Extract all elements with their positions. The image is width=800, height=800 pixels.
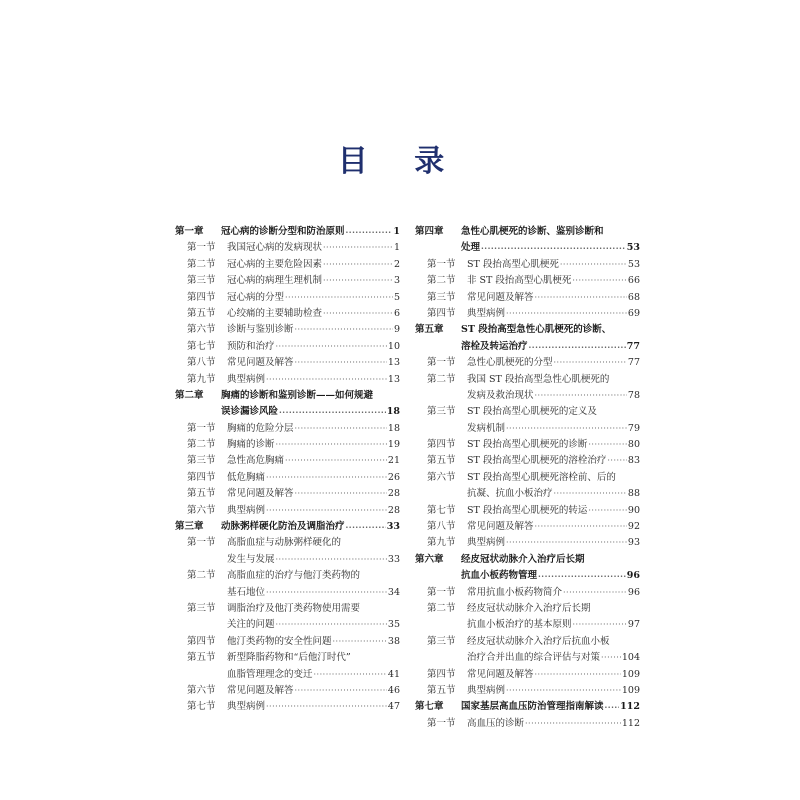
section-title: 我国冠心病的发病现状 bbox=[227, 242, 323, 254]
toc-chapter-entry bbox=[415, 322, 640, 338]
page-number: 35 bbox=[387, 619, 400, 631]
section-title: 常见问题及解答 bbox=[227, 357, 294, 369]
toc-chapter-entry bbox=[415, 568, 640, 584]
section-title: 典型病例 bbox=[227, 373, 266, 385]
section-title: 常见问题及解答 bbox=[467, 668, 534, 680]
page-number: 96 bbox=[626, 570, 640, 582]
section-title: 冠心病的分型 bbox=[227, 291, 285, 303]
leader-dots bbox=[323, 240, 393, 256]
section-title: ST 段抬高型心肌梗死 bbox=[467, 258, 559, 270]
toc-section-entry bbox=[175, 617, 400, 633]
leader-dots bbox=[588, 503, 627, 519]
section-number: 第九节 bbox=[427, 537, 456, 549]
section-title: 常见问题及解答 bbox=[227, 488, 294, 500]
page-number: 9 bbox=[393, 324, 400, 336]
toc-section-entry bbox=[415, 503, 640, 519]
toc-section-entry bbox=[175, 667, 400, 683]
chapter-title: 处理 bbox=[461, 242, 481, 254]
section-title: 诊断与鉴别诊断 bbox=[227, 324, 294, 336]
section-number: 第四节 bbox=[427, 668, 456, 680]
chapter-title: 急性心肌梗死的诊断、鉴别诊断和 bbox=[461, 226, 604, 237]
section-number: 第三节 bbox=[187, 455, 216, 467]
section-title: 高脂血症的治疗与他汀类药物的 bbox=[227, 570, 361, 582]
section-title: 基石地位 bbox=[227, 586, 266, 598]
section-number: 第一节 bbox=[427, 586, 456, 598]
page-number: 53 bbox=[626, 242, 640, 254]
chapter-title: 国家基层高血压防治管理指南解读 bbox=[461, 701, 604, 713]
page-number: 13 bbox=[387, 357, 400, 369]
toc-section-entry bbox=[415, 355, 640, 371]
leader-dots bbox=[588, 437, 627, 453]
section-title: 心绞痛的主要辅助检查 bbox=[227, 307, 323, 319]
toc-section-entry bbox=[175, 552, 400, 568]
leader-dots bbox=[276, 339, 387, 355]
section-number: 第六节 bbox=[187, 684, 216, 696]
toc-section-entry bbox=[175, 650, 400, 666]
chapter-number: 第六章 bbox=[415, 553, 444, 565]
section-title: 发病及救治现状 bbox=[467, 389, 534, 401]
toc-section-entry bbox=[175, 257, 400, 273]
section-number: 第五节 bbox=[187, 652, 216, 664]
section-number: 第一节 bbox=[187, 537, 216, 549]
leader-dots bbox=[535, 519, 627, 535]
section-number: 第七节 bbox=[427, 504, 456, 516]
page-number: 109 bbox=[621, 684, 640, 696]
toc-section-entry bbox=[175, 339, 400, 355]
section-title: 治疗合并出血的综合评估与对策 bbox=[467, 652, 601, 664]
toc-section-entry bbox=[175, 372, 400, 388]
page-number: 112 bbox=[620, 701, 640, 713]
chapter-title: 抗血小板药物管理 bbox=[461, 570, 538, 582]
leader-dots bbox=[295, 421, 387, 437]
section-number: 第六节 bbox=[187, 504, 216, 516]
section-number: 第三节 bbox=[427, 406, 456, 418]
page-number: 34 bbox=[387, 586, 400, 598]
page-number: 18 bbox=[387, 422, 400, 434]
section-title: ST 段抬高型心肌梗死的诊断 bbox=[467, 439, 588, 451]
section-title: 经皮冠状动脉介入治疗后抗血小板 bbox=[467, 635, 610, 647]
section-number: 第二节 bbox=[187, 570, 216, 582]
section-title: 血脂管理理念的变迁 bbox=[227, 668, 313, 680]
leader-dots bbox=[525, 716, 621, 732]
leader-dots bbox=[607, 453, 627, 469]
page-number: 41 bbox=[387, 668, 400, 680]
page-number: 77 bbox=[626, 340, 640, 352]
section-number: 第八节 bbox=[187, 357, 216, 369]
page-number: 10 bbox=[387, 340, 400, 352]
leader-dots bbox=[333, 634, 387, 650]
toc-right-column bbox=[415, 224, 640, 732]
toc-section-entry bbox=[175, 322, 400, 338]
chapter-number: 第一章 bbox=[175, 226, 204, 237]
section-title: 常见问题及解答 bbox=[227, 684, 294, 696]
toc-section-entry bbox=[175, 585, 400, 601]
toc-section-entry bbox=[415, 453, 640, 469]
toc-section-entry bbox=[415, 601, 640, 617]
section-title: 经皮冠状动脉介入治疗后长期 bbox=[467, 602, 591, 614]
section-title: 高血压的诊断 bbox=[467, 717, 525, 729]
toc-chapter-entry bbox=[415, 240, 640, 256]
chapter-title: 胸痛的诊断和鉴别诊断——如何规避 bbox=[221, 389, 374, 401]
section-title: ST 段抬高型心肌梗死的定义及 bbox=[467, 406, 597, 418]
section-number: 第二节 bbox=[427, 602, 456, 614]
page-number: 69 bbox=[627, 307, 640, 319]
page-number: 46 bbox=[387, 684, 400, 696]
section-number: 第五节 bbox=[187, 488, 216, 500]
section-title: ST 段抬高型心肌梗死的转运 bbox=[467, 504, 588, 516]
section-number: 第三节 bbox=[187, 602, 216, 614]
page-number: 33 bbox=[387, 553, 400, 565]
leader-dots bbox=[538, 568, 626, 584]
chapter-number: 第四章 bbox=[415, 226, 444, 237]
leader-dots bbox=[266, 699, 387, 715]
toc-section-entry bbox=[175, 568, 400, 584]
toc-chapter-entry bbox=[175, 404, 400, 420]
toc-left-column bbox=[175, 224, 400, 716]
leader-dots bbox=[279, 404, 386, 420]
section-number: 第三节 bbox=[427, 291, 456, 303]
page-number: 2 bbox=[393, 258, 400, 270]
toc-section-entry bbox=[175, 535, 400, 551]
leader-dots bbox=[346, 519, 386, 535]
leader-dots bbox=[554, 486, 627, 502]
section-number: 第六节 bbox=[187, 324, 216, 336]
page-number: 77 bbox=[627, 357, 640, 369]
section-number: 第四节 bbox=[187, 291, 216, 303]
section-title: 高脂血症与动脉粥样硬化的 bbox=[227, 537, 342, 549]
leader-dots bbox=[535, 667, 621, 683]
page-title: 目 录 bbox=[337, 144, 463, 179]
leader-dots bbox=[295, 355, 387, 371]
section-title: 典型病例 bbox=[467, 537, 506, 549]
leader-dots bbox=[573, 617, 627, 633]
page-number: 96 bbox=[627, 586, 640, 598]
section-title: 新型降脂药物和“后他汀时代” bbox=[227, 652, 351, 664]
toc-section-entry bbox=[415, 388, 640, 404]
toc-section-entry bbox=[415, 716, 640, 732]
leader-dots bbox=[529, 339, 626, 355]
section-title: 发生与发展 bbox=[227, 553, 275, 565]
toc-section-entry bbox=[415, 667, 640, 683]
leader-dots bbox=[266, 470, 387, 486]
toc-section-entry bbox=[175, 306, 400, 322]
chapter-title: 经皮冠状动脉介入治疗后长期 bbox=[461, 553, 585, 565]
section-number: 第七节 bbox=[187, 340, 216, 352]
section-number: 第八节 bbox=[427, 521, 456, 533]
section-title: 常见问题及解答 bbox=[467, 521, 534, 533]
toc-section-entry bbox=[415, 257, 640, 273]
section-number: 第七节 bbox=[187, 701, 216, 713]
chapter-number: 第三章 bbox=[175, 521, 204, 533]
toc-section-entry bbox=[415, 617, 640, 633]
section-title: 急性心肌梗死的分型 bbox=[467, 357, 553, 369]
page-number: 112 bbox=[621, 717, 640, 729]
section-title: 急性高危胸痛 bbox=[227, 455, 285, 467]
page-number: 109 bbox=[621, 668, 640, 680]
section-number: 第六节 bbox=[427, 471, 456, 483]
page-number: 79 bbox=[627, 422, 640, 434]
section-title: 胸痛的危险分层 bbox=[227, 422, 294, 434]
section-title: 非 ST 段抬高型心肌梗死 bbox=[467, 275, 572, 287]
section-number: 第四节 bbox=[427, 439, 456, 451]
leader-dots bbox=[506, 535, 627, 551]
section-number: 第四节 bbox=[427, 307, 456, 319]
leader-dots bbox=[481, 240, 626, 256]
section-number: 第四节 bbox=[187, 471, 216, 483]
page-number: 53 bbox=[627, 258, 640, 270]
section-title: 典型病例 bbox=[227, 504, 266, 516]
leader-dots bbox=[535, 290, 627, 306]
section-title: 我国 ST 段抬高型急性心肌梗死的 bbox=[467, 373, 610, 385]
toc-section-entry bbox=[175, 486, 400, 502]
toc-chapter-entry bbox=[175, 519, 400, 535]
page-number: 93 bbox=[627, 537, 640, 549]
section-title: 抗凝、抗血小板治疗 bbox=[467, 488, 553, 500]
leader-dots bbox=[276, 552, 387, 568]
toc-section-entry bbox=[175, 634, 400, 650]
toc-section-entry bbox=[415, 683, 640, 699]
leader-dots bbox=[276, 437, 387, 453]
section-number: 第二节 bbox=[187, 439, 216, 451]
leader-dots bbox=[601, 650, 621, 666]
leader-dots bbox=[563, 585, 627, 601]
chapter-number: 第五章 bbox=[415, 324, 444, 336]
section-number: 第一节 bbox=[427, 357, 456, 369]
leader-dots bbox=[572, 273, 627, 289]
page-number: 1 bbox=[393, 226, 400, 237]
toc-section-entry bbox=[175, 503, 400, 519]
section-title: 胸痛的诊断 bbox=[227, 439, 275, 451]
section-number: 第二节 bbox=[187, 258, 216, 270]
leader-dots bbox=[323, 306, 393, 322]
leader-dots bbox=[266, 372, 387, 388]
toc-chapter-entry bbox=[415, 552, 640, 568]
toc-section-entry bbox=[175, 355, 400, 371]
section-title: 常见问题及解答 bbox=[467, 291, 534, 303]
section-number: 第五节 bbox=[187, 307, 216, 319]
leader-dots bbox=[506, 306, 627, 322]
leader-dots bbox=[266, 503, 387, 519]
section-number: 第九节 bbox=[187, 373, 216, 385]
page-number: 66 bbox=[627, 275, 640, 287]
section-title: 他汀类药物的安全性问题 bbox=[227, 635, 332, 647]
leader-dots bbox=[314, 667, 387, 683]
leader-dots bbox=[295, 486, 387, 502]
section-number: 第二节 bbox=[427, 373, 456, 385]
section-number: 第五节 bbox=[427, 684, 456, 696]
page-number: 21 bbox=[387, 455, 400, 467]
section-title: 低危胸痛 bbox=[227, 471, 266, 483]
chapter-title: 冠心病的诊断分型和防治原则 bbox=[221, 226, 345, 237]
section-title: 典型病例 bbox=[467, 307, 506, 319]
leader-dots bbox=[323, 273, 393, 289]
page-number: 38 bbox=[387, 635, 400, 647]
toc-section-entry bbox=[415, 650, 640, 666]
toc-section-entry bbox=[415, 585, 640, 601]
leader-dots bbox=[295, 683, 387, 699]
toc-section-entry bbox=[415, 535, 640, 551]
page-number: 104 bbox=[621, 652, 640, 664]
page-number: 47 bbox=[387, 701, 400, 713]
toc-section-entry bbox=[175, 453, 400, 469]
chapter-title: ST 段抬高型急性心肌梗死的诊断、 bbox=[461, 324, 612, 336]
leader-dots bbox=[535, 388, 627, 404]
page-number: 80 bbox=[627, 439, 640, 451]
toc-chapter-entry bbox=[415, 699, 640, 715]
leader-dots bbox=[266, 585, 387, 601]
page-number: 97 bbox=[627, 619, 640, 631]
leader-dots bbox=[560, 257, 627, 273]
leader-dots bbox=[605, 699, 620, 715]
page-number: 68 bbox=[627, 291, 640, 303]
page-number: 83 bbox=[627, 455, 640, 467]
toc-section-entry bbox=[415, 470, 640, 486]
toc-section-entry bbox=[415, 306, 640, 322]
section-title: 冠心病的主要危险因素 bbox=[227, 258, 323, 270]
section-number: 第三节 bbox=[187, 275, 216, 287]
toc-section-entry bbox=[175, 240, 400, 256]
toc-section-entry bbox=[175, 290, 400, 306]
toc-chapter-entry bbox=[415, 224, 640, 240]
chapter-number: 第二章 bbox=[175, 389, 204, 401]
page-number: 33 bbox=[386, 521, 400, 533]
section-title: ST 段抬高型心肌梗死溶栓前、后的 bbox=[467, 471, 616, 483]
section-number: 第三节 bbox=[427, 635, 456, 647]
section-title: 典型病例 bbox=[227, 701, 266, 713]
toc-section-entry bbox=[175, 683, 400, 699]
page-number: 19 bbox=[387, 439, 400, 451]
leader-dots bbox=[276, 617, 387, 633]
leader-dots bbox=[285, 290, 393, 306]
toc-section-entry bbox=[415, 634, 640, 650]
toc-section-entry bbox=[415, 290, 640, 306]
leader-dots bbox=[506, 421, 627, 437]
section-title: 冠心病的病理生理机制 bbox=[227, 275, 323, 287]
chapter-title: 溶栓及转运治疗 bbox=[461, 340, 528, 352]
toc-section-entry bbox=[415, 437, 640, 453]
toc-section-entry bbox=[175, 421, 400, 437]
toc-chapter-entry bbox=[175, 388, 400, 404]
toc-chapter-entry bbox=[415, 339, 640, 355]
section-title: 关注的问题 bbox=[227, 619, 275, 631]
toc-section-entry bbox=[415, 519, 640, 535]
chapter-number: 第七章 bbox=[415, 701, 444, 713]
section-title: 发病机制 bbox=[467, 422, 506, 434]
section-title: 典型病例 bbox=[467, 684, 506, 696]
chapter-title: 动脉粥样硬化防治及调脂治疗 bbox=[221, 521, 345, 533]
toc-section-entry bbox=[175, 699, 400, 715]
page-number: 3 bbox=[393, 275, 400, 287]
toc-section-entry bbox=[415, 421, 640, 437]
section-number: 第一节 bbox=[427, 258, 456, 270]
page-number: 92 bbox=[627, 521, 640, 533]
section-number: 第一节 bbox=[427, 717, 456, 729]
leader-dots bbox=[554, 355, 627, 371]
leader-dots bbox=[295, 322, 393, 338]
page-number: 28 bbox=[387, 488, 400, 500]
toc-section-entry bbox=[175, 470, 400, 486]
page-number: 90 bbox=[627, 504, 640, 516]
section-title: 常用抗血小板药物简介 bbox=[467, 586, 563, 598]
toc-section-entry bbox=[415, 404, 640, 420]
page-number: 78 bbox=[627, 389, 640, 401]
page-number: 13 bbox=[387, 373, 400, 385]
section-number: 第四节 bbox=[187, 635, 216, 647]
page-number: 5 bbox=[393, 291, 400, 303]
page-number: 6 bbox=[393, 307, 400, 319]
toc-section-entry bbox=[175, 437, 400, 453]
toc-chapter-entry bbox=[175, 224, 400, 240]
section-number: 第一节 bbox=[187, 242, 216, 254]
leader-dots bbox=[323, 257, 393, 273]
section-number: 第二节 bbox=[427, 275, 456, 287]
section-number: 第一节 bbox=[187, 422, 216, 434]
toc-section-entry bbox=[415, 486, 640, 502]
page-number: 1 bbox=[393, 242, 400, 254]
section-title: 调脂治疗及他汀类药物使用需要 bbox=[227, 602, 361, 614]
chapter-title: 误诊漏诊风险 bbox=[221, 406, 279, 418]
section-title: 抗血小板治疗的基本原则 bbox=[467, 619, 572, 631]
toc-section-entry bbox=[175, 273, 400, 289]
page-number: 88 bbox=[627, 488, 640, 500]
toc-section-entry bbox=[415, 372, 640, 388]
toc-section-entry bbox=[175, 601, 400, 617]
section-title: ST 段抬高型心肌梗死的溶栓治疗 bbox=[467, 455, 607, 467]
page-number: 18 bbox=[386, 406, 400, 418]
leader-dots bbox=[346, 224, 393, 240]
section-number: 第五节 bbox=[427, 455, 456, 467]
leader-dots bbox=[285, 453, 387, 469]
leader-dots bbox=[506, 683, 621, 699]
section-title: 预防和治疗 bbox=[227, 340, 275, 352]
toc-section-entry bbox=[415, 273, 640, 289]
page-number: 28 bbox=[387, 504, 400, 516]
page-number: 26 bbox=[387, 471, 400, 483]
